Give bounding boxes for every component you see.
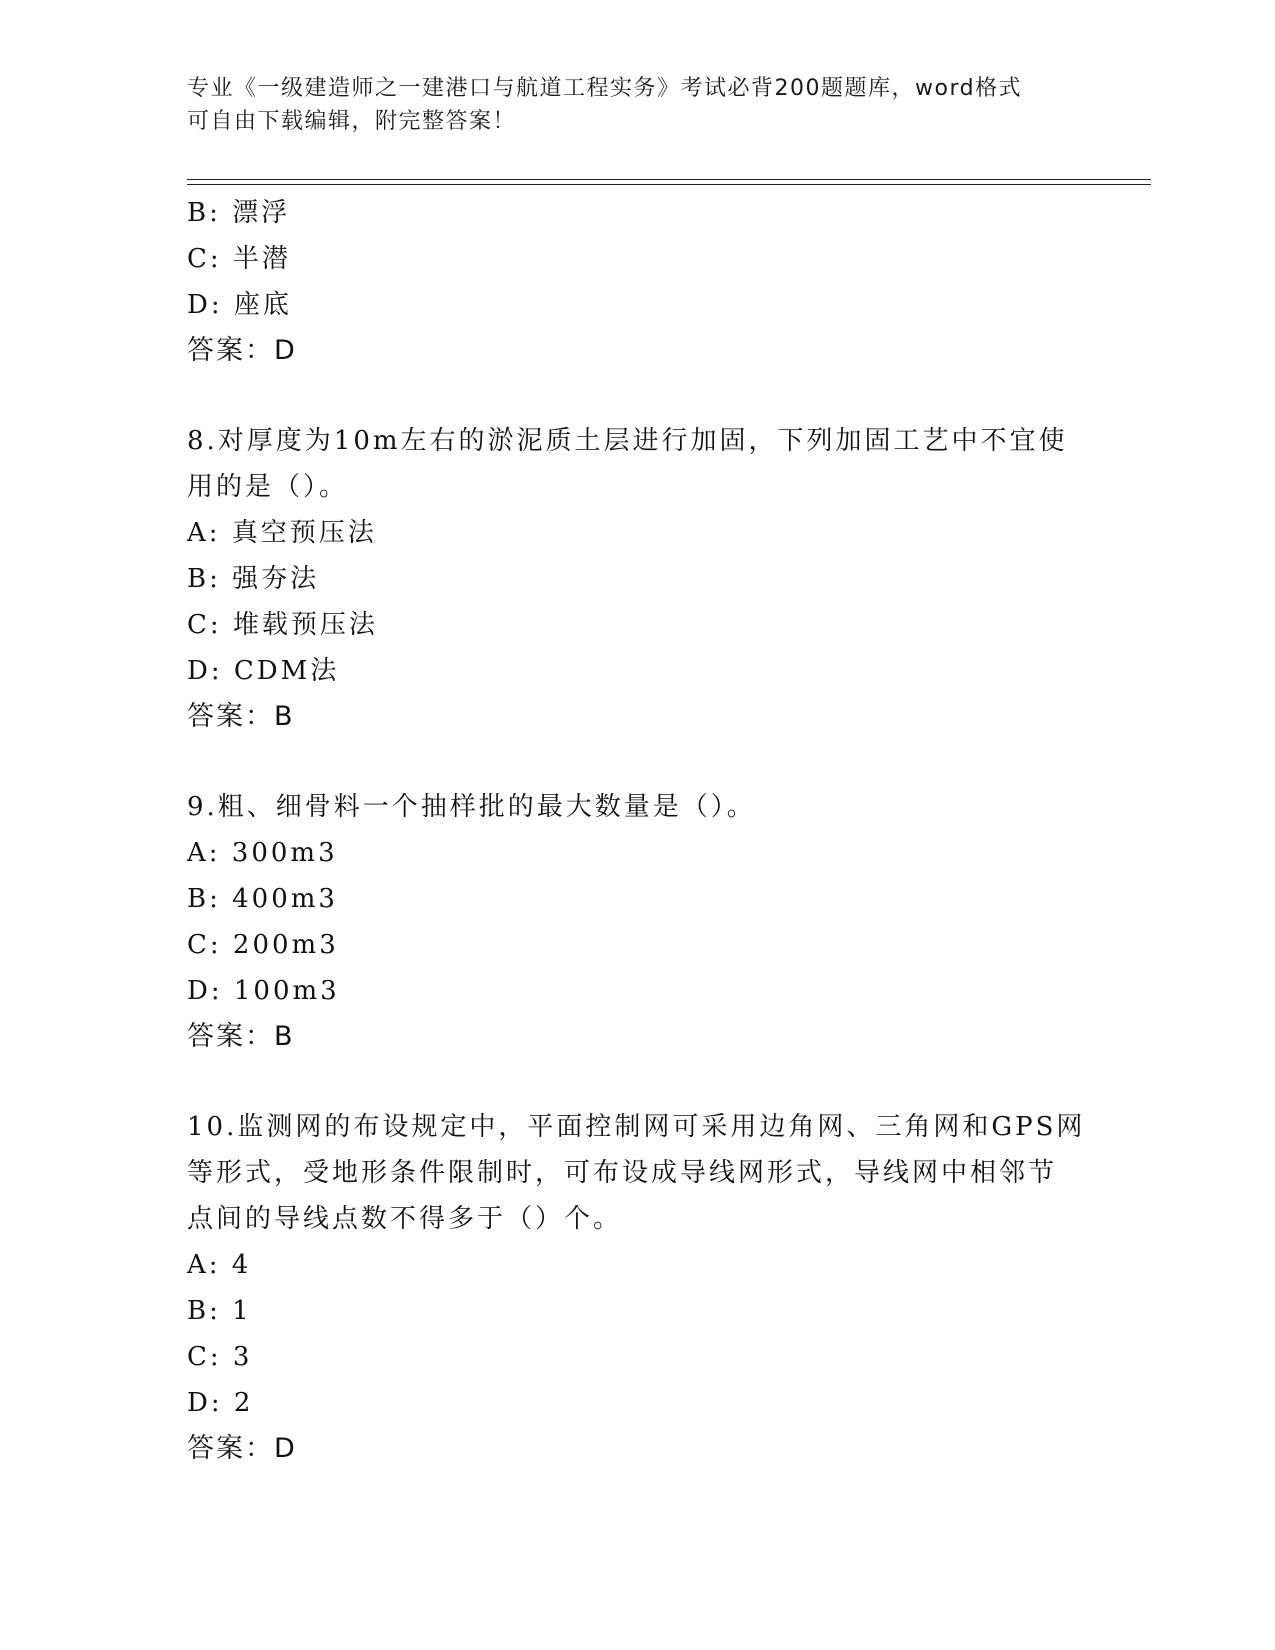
header-line-2: 可自由下载编辑，附完整答案！ xyxy=(187,109,517,134)
option-b: B: 漂浮 xyxy=(187,198,291,228)
question-text: 9.粗、细骨料一个抽样批的最大数量是（）。 xyxy=(187,792,756,822)
header-divider-top xyxy=(187,179,1151,180)
question-text: 点间的导线点数不得多于（）个。 xyxy=(187,1204,623,1234)
option-a: A: 真空预压法 xyxy=(187,518,377,548)
question-text: 8.对厚度为10m左右的淤泥质土层进行加固，下列加固工艺中不宜使 xyxy=(187,426,1068,456)
answer-line: 答案：D xyxy=(187,1433,297,1464)
question-8 xyxy=(187,418,1067,740)
option-d: D: CDM法 xyxy=(187,656,340,686)
option-c: C: 堆载预压法 xyxy=(187,610,378,640)
option-c: C: 3 xyxy=(187,1342,253,1372)
option-d: D: 2 xyxy=(187,1388,254,1418)
header-divider-bottom xyxy=(187,184,1151,185)
option-b: B: 强夯法 xyxy=(187,564,320,594)
header-line-1: 专业《一级建造师之一建港口与航道工程实务》考试必背200题题库，word格式 xyxy=(187,76,1023,101)
option-d: D: 座底 xyxy=(187,290,292,320)
answer-line: 答案：D xyxy=(187,335,297,366)
option-b: B: 400m3 xyxy=(187,884,338,914)
option-b: B: 1 xyxy=(187,1296,252,1326)
question-continuation xyxy=(187,190,1067,374)
option-c: C: 半潜 xyxy=(187,244,291,274)
answer-line: 答案：B xyxy=(187,1021,295,1052)
option-d: D: 100m3 xyxy=(187,976,340,1006)
option-a: A: 4 xyxy=(187,1250,252,1280)
option-a: A: 300m3 xyxy=(187,838,338,868)
option-c: C: 200m3 xyxy=(187,930,339,960)
question-10 xyxy=(187,1104,1086,1472)
document-header xyxy=(187,72,1067,138)
question-9 xyxy=(187,784,1067,1060)
answer-line: 答案：B xyxy=(187,701,295,732)
question-text: 等形式，受地形条件限制时，可布设成导线网形式，导线网中相邻节 xyxy=(187,1158,1058,1188)
question-text: 用的是（）。 xyxy=(187,472,349,502)
question-text: 10.监测网的布设规定中，平面控制网可采用边角网、三角网和GPS网 xyxy=(187,1112,1086,1142)
question-list xyxy=(187,190,1086,1472)
